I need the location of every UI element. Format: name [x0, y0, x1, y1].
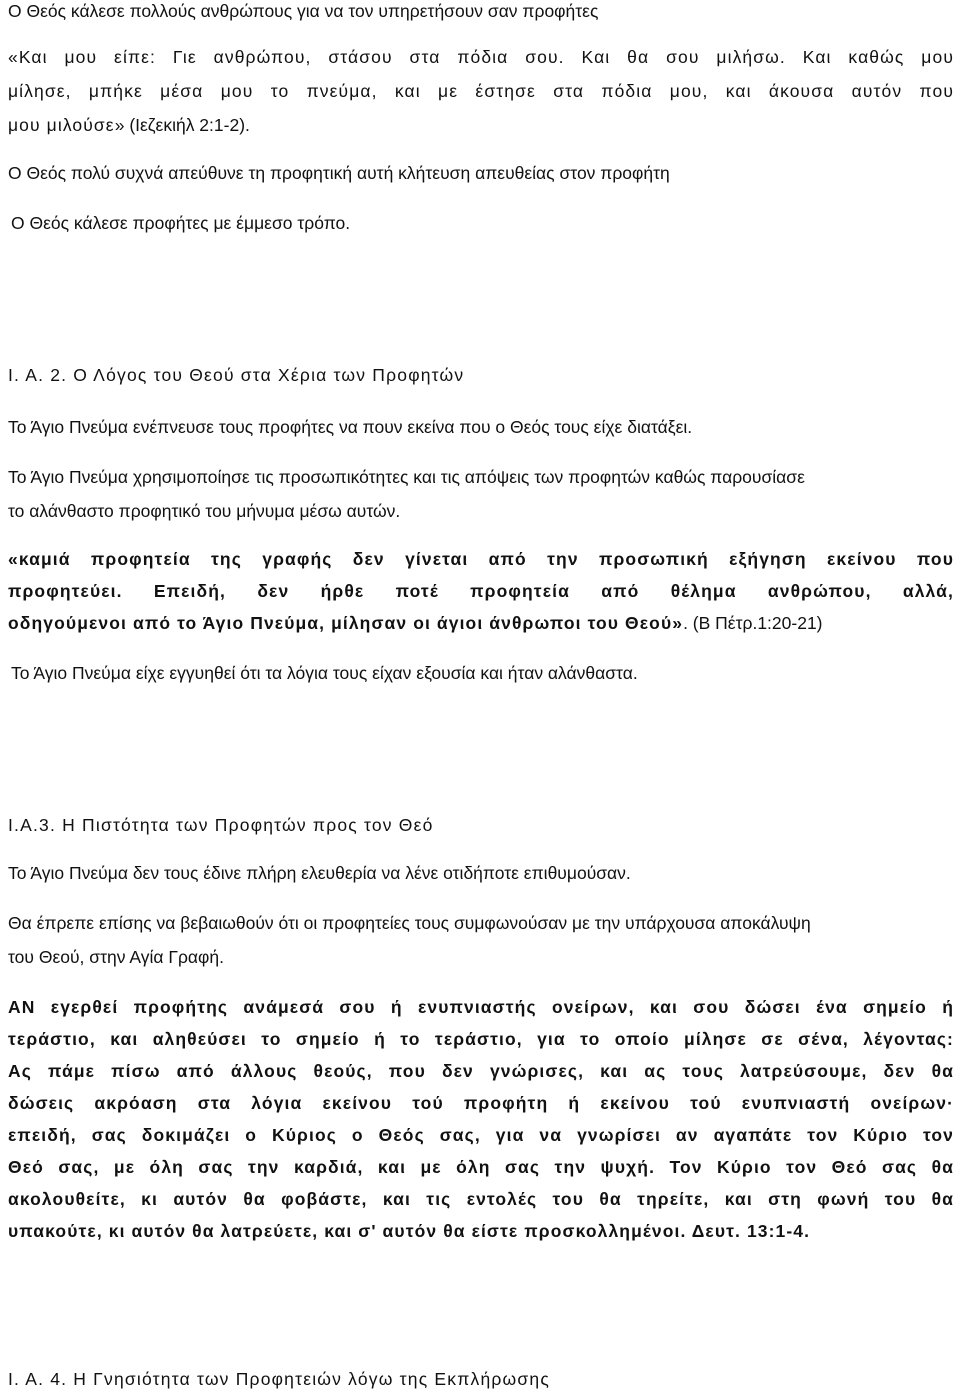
paragraph-inspiration: Το Άγιο Πνεύμα ενέπνευσε τους προφήτες να πουν εκείνα που ο Θεός τους είχε διατάξει.: [8, 417, 693, 437]
peter-quote-line-1: [8, 548, 954, 570]
deut-quote-line-8: υπακούτε, κι αυτόν θα λατρεύετε, και σ' αυτόν θα είστε προσκολλημένοι. Δευτ. 13:1-4.: [8, 1221, 811, 1241]
paragraph-personalities-line-1: Το Άγιο Πνεύμα χρησιμοποίησε τις προσωπικότητες και τις απόψεις των προφητών καθώς παρουσίασε: [8, 467, 805, 487]
paragraph-agreement-line-2: του Θεού, στην Αγία Γραφή.: [8, 947, 224, 967]
deut-quote-line-4: [8, 1092, 954, 1114]
peter-quote-line-2: [8, 580, 954, 602]
deut-quote-text-5: επειδή, σας δοκιμάζει ο Κύριος ο Θεός σας, για να γνωρίσει αν αγαπάτε τον Κύριο τον: [8, 1125, 954, 1145]
section-heading-1a2: Ι. Α. 2. Ο Λόγος του Θεού στα Χέρια των Προφητών: [8, 365, 465, 385]
deut-quote-text-1: ΑΝ εγερθεί προφήτης ανάμεσά σου ή ενυπνιαστής ονείρων, και σου δώσει ένα σημείο ή: [8, 997, 954, 1017]
ezekiel-quote-line-3: [8, 114, 250, 136]
deut-quote-line-2: [8, 1028, 954, 1050]
ezekiel-quote-text-1: «Και μου είπε: Γιε ανθρώπου, στάσου στα πόδια σου. Και θα σου μιλήσω. Και καθώς μου: [8, 47, 954, 67]
deut-quote-text-6: Θεό σας, με όλη σας την καρδιά, και με όλη σας την ψυχή. Τον Κύριο τον Θεό σας θα: [8, 1157, 954, 1177]
peter-reference: . (Β Πέτρ.1:20-21): [683, 613, 823, 633]
deut-quote-text-7: ακολουθείτε, κι αυτόν θα φοβάστε, και τις εντολές του θα τηρείτε, και στη φωνή του θα: [8, 1189, 954, 1209]
deut-quote-text-2: τεράστιο, και αληθεύσει το σημείο ή το τεράστιο, για το οποίο μίλησε σε σένα, λέγοντας:: [8, 1029, 954, 1049]
paragraph-personalities-line-2: το αλάνθαστο προφητικό του μήνυμα μέσω αυτών.: [8, 501, 401, 521]
deut-quote-line-3: [8, 1060, 954, 1082]
deut-quote-line-5: [8, 1124, 954, 1146]
deut-quote-line-1: [8, 996, 954, 1018]
peter-quote-line-3: [8, 612, 823, 634]
ezekiel-quote-line-2: [8, 80, 954, 102]
paragraph-agreement-line-1: Θα έπρεπε επίσης να βεβαιωθούν ότι οι προφητείες τους συμφωνούσαν με την υπάρχουσα αποκάλυψη: [8, 913, 811, 933]
section-heading-1a4: Ι. Α. 4. Η Γνησιότητα των Προφητειών λόγω της Εκπλήρωσης: [8, 1369, 550, 1389]
peter-quote-text-3: οδηγούμενοι από το Άγιο Πνεύμα, μίλησαν οι άγιοι άνθρωποι του Θεού»: [8, 613, 684, 633]
paragraph-guarantee: Το Άγιο Πνεύμα είχε εγγυηθεί ότι τα λόγια τους είχαν εξουσία και ήταν αλάνθαστα.: [11, 663, 638, 683]
paragraph-freedom: Το Άγιο Πνεύμα δεν τους έδινε πλήρη ελευθερία να λένε οτιδήποτε επιθυμούσαν.: [8, 863, 631, 883]
paragraph-direct-call: Ο Θεός πολύ συχνά απεύθυνε τη προφητική αυτή κλήτευση απευθείας στον προφήτη: [8, 163, 670, 183]
section-heading-1a3: Ι.Α.3. Η Πιστότητα των Προφητών προς τον Θεό: [8, 815, 434, 835]
deut-quote-line-6: [8, 1156, 954, 1178]
ezekiel-quote-text-2: μίλησε, μπήκε μέσα μου το πνεύμα, και με έστησε στα πόδια μου, και άκουσα αυτόν που: [8, 81, 954, 101]
ezekiel-reference: » (Ιεζεκιήλ 2:1-2).: [114, 115, 250, 135]
intro-line: Ο Θεός κάλεσε πολλούς ανθρώπους για να τον υπηρετήσουν σαν προφήτες: [8, 1, 599, 21]
deut-quote-text-3: Ας πάμε πίσω από άλλους θεούς, που δεν γνώρισες, και ας τους λατρεύσουμε, δεν θα: [8, 1061, 954, 1081]
ezekiel-quote-text-3: μου μιλούσε: [8, 115, 115, 135]
deut-quote-text-4: δώσεις ακρόαση στα λόγια εκείνου τού προφήτη ή εκείνου τού ενυπνιαστή ονείρων·: [8, 1093, 954, 1113]
deut-quote-line-7: [8, 1188, 954, 1210]
ezekiel-quote-line-1: [8, 46, 954, 68]
peter-quote-text-1: «καμιά προφητεία της γραφής δεν γίνεται από την προσωπική εξήγηση εκείνου που: [8, 549, 954, 569]
peter-quote-text-2: προφητεύει. Επειδή, δεν ήρθε ποτέ προφητεία από θέλημα ανθρώπου, αλλά,: [8, 581, 954, 601]
paragraph-indirect-call: Ο Θεός κάλεσε προφήτες με έμμεσο τρόπο.: [11, 213, 351, 233]
